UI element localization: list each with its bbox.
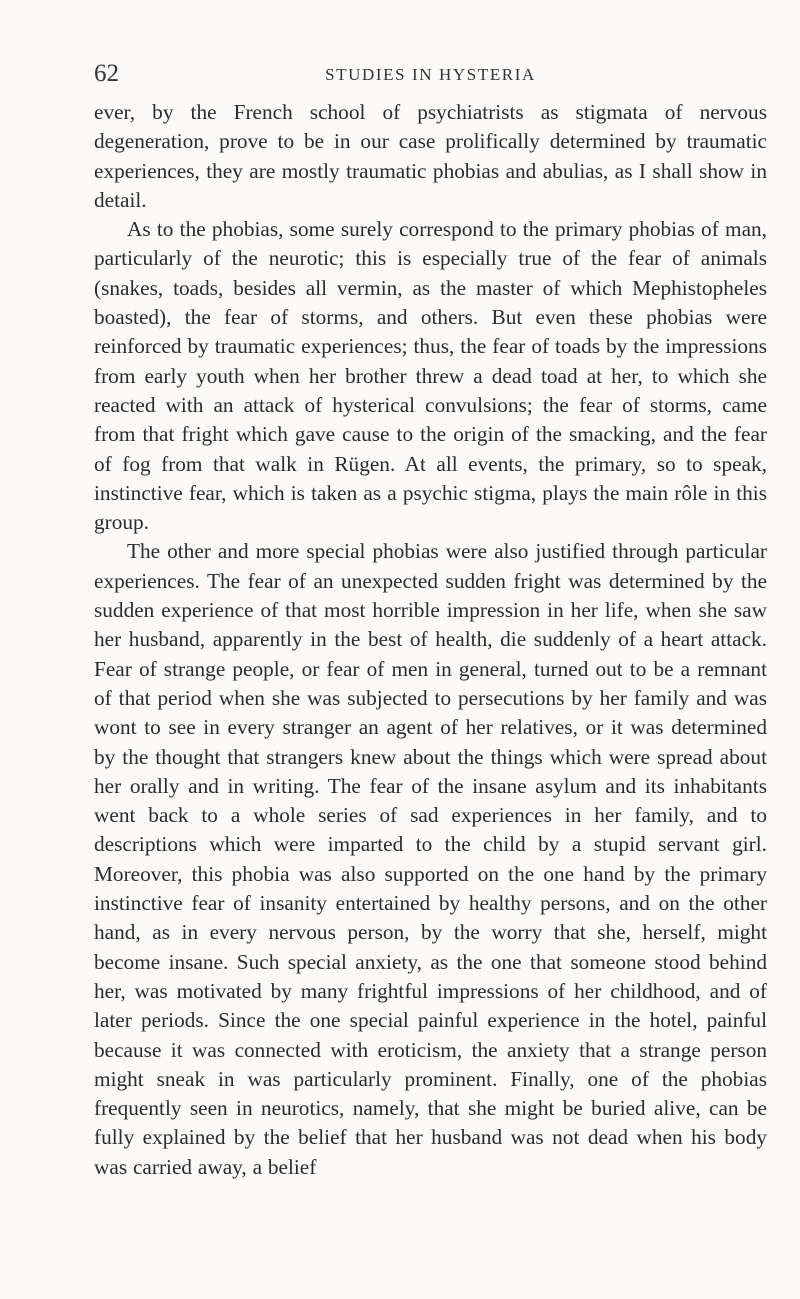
paragraph-continuation: ever, by the French school of psychiatrists as stigmata of nervous degeneration, prove to be in our case prolifically determined by traumatic experiences, they are mostly traumatic phobias and abulias, as I shall show in detail. — [94, 100, 767, 212]
running-head: STUDIES IN HYSTERIA — [325, 65, 536, 84]
paragraph-special-phobias: The other and more special phobias were also justified through particular experiences. The fear of an unexpected sudden fright was determined by the sudden experience of that most horrible impression in her life, when she saw her husband, apparently in the best of health, die suddenly of a heart attack. Fear of strange people, or fear of men in general, turned out to be a remnant of that period when she was subjected to persecutions by her family and was wont to see in every stranger an agent of her relatives, or it was determined by the thought that strangers knew about the things which were spread about her orally and in writing. The fear of the insane asylum and its inhabitants went back to a whole series of sad experiences in her family, and to descriptions which were imparted to the child by a stupid servant girl. Moreover, this phobia was also supported on the one hand by the primary instinctive fear of insanity entertained by healthy persons, and on the other hand, as in every nervous person, by the worry that she, herself, might become insane. Such special anxiety, as the one that someone stood behind her, was motivated by many frightful impressions of her childhood, and of later periods. Since the one special painful experience in the hotel, painful because it was connected with eroticism, the anxiety that a strange person might sneak in was particularly prominent. Finally, one of the phobias frequently seen in neurotics, namely, that she might be buried alive, can be fully explained by the belief that her husband was not dead when his body was carried away, a belief — [94, 539, 767, 1179]
page-header — [94, 60, 767, 88]
paragraph-phobias: As to the phobias, some surely correspond to the primary phobias of man, particularly of the neurotic; this is especially true of the fear of animals (snakes, toads, besides all vermin, as the master of which Mephistopheles boasted), the fear of storms, and others. But even these phobias were reinforced by traumatic experiences; thus, the fear of toads by the impressions from early youth when her brother threw a dead toad at her, to which she reacted with an attack of hysterical convulsions; the fear of storms, came from that fright which gave cause to the origin of the smacking, and the fear of fog from that walk in Rügen. At all events, the primary, so to speak, instinctive fear, which is taken as a psychic stigma, plays the main rôle in this group. — [94, 217, 767, 535]
body-text — [94, 98, 767, 1182]
page-number: 62 — [94, 60, 119, 87]
